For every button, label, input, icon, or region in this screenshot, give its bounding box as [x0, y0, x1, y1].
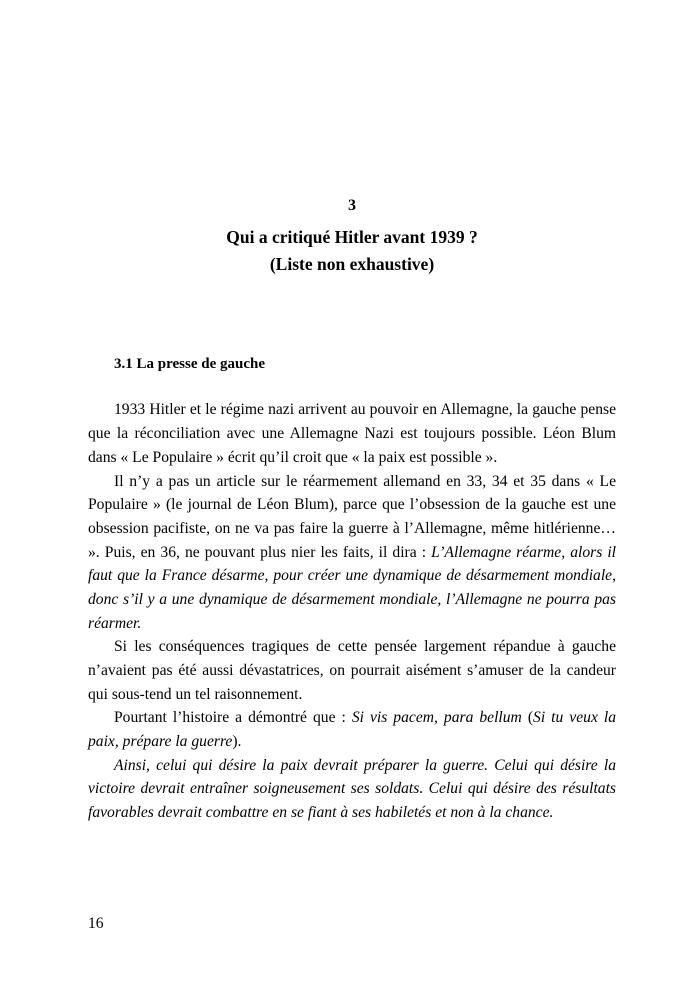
- paragraph-3-text: Si les conséquences tragiques de cette pensée largement répandue à gauche n’avaient pas été aussi dévastatrices, on pourrait aisément s’amuser de la candeur qui sous-tend un tel raisonnement.: [88, 638, 616, 703]
- paragraph-3: [88, 635, 616, 706]
- paragraph-4-translation: Si tu veux la paix, prépare la guerre: [88, 709, 616, 751]
- paragraph-4-open-paren: (: [521, 709, 534, 727]
- paragraph-5-text: Ainsi, celui qui désire la paix devrait préparer la guerre. Celui qui désire la victoire devrait entraîner soigneusement ses soldats. Celui qui désire des résultats favorables devrait combattre en se fiant à ses habiletés et non à la chance.: [88, 756, 616, 822]
- paragraph-4-close-paren: ).: [232, 733, 242, 751]
- page-number: 16: [88, 915, 104, 932]
- paragraph-2-lead: Il n’y a pas un article sur le réarmement allemand en 33, 34 et 35 dans « Le Populaire » (le journal de Léon Blum), parce que l’obsession de la gauche est une obsession pacifiste, on ne va pas faire la guerre à l’Allemagne, même hitlérienne… ». Puis, en 36, ne pouvant plus nier les faits, il dira :: [88, 472, 616, 561]
- paragraph-4-lead: Pourtant l’histoire a démontré que :: [114, 709, 352, 727]
- chapter-title-line-1: Qui a critiqué Hitler avant 1939 ?: [226, 227, 478, 248]
- paragraph-1: [88, 398, 616, 469]
- page-content: [88, 0, 616, 825]
- paragraph-2-quote: L’Allemagne réarme, alors il faut que la France désarme, pour créer une dynamique de désarmement mondiale, donc s’il y a une dynamique de désarmement mondiale, l’Allemagne ne pourra pas réarmer.: [88, 543, 616, 632]
- paragraph-4-latin-maxim: Si vis pacem, para bellum: [351, 709, 522, 727]
- section-heading: 3.1 La presse de gauche: [114, 356, 265, 373]
- paragraph-2: [88, 470, 616, 636]
- paragraph-1-text: 1933 Hitler et le régime nazi arrivent au pouvoir en Allemagne, la gauche pense que la réconciliation avec une Allemagne Nazi est toujours possible. Léon Blum dans « Le Populaire » écrit qu’il croit que « la paix est possible ».: [88, 401, 616, 466]
- chapter-title-line-2: (Liste non exhaustive): [269, 254, 435, 275]
- chapter-title: [88, 224, 616, 278]
- paragraph-5: [88, 754, 616, 825]
- paragraph-4: [88, 706, 616, 753]
- chapter-number: 3: [348, 197, 356, 214]
